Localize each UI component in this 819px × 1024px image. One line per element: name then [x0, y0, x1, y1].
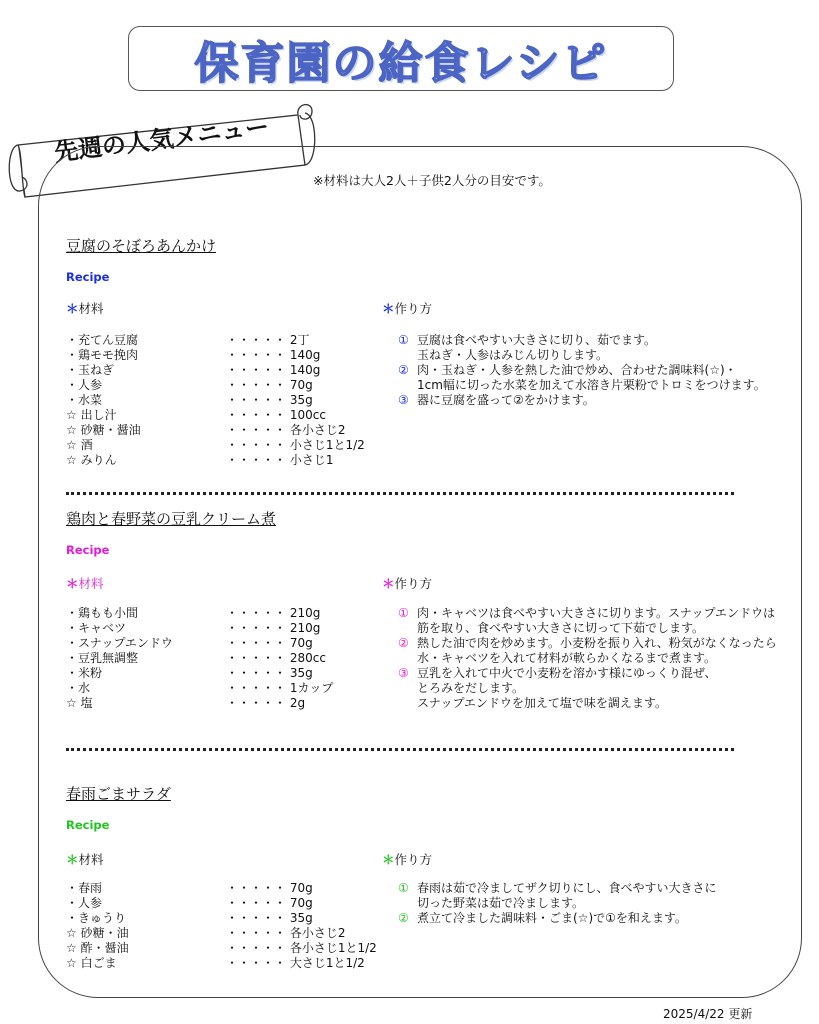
ingredient-row — [66, 378, 365, 393]
ingredient-qty: ・・・・・ 280cc — [226, 651, 326, 665]
ingredient-row — [66, 453, 365, 468]
ingredient-row — [66, 881, 377, 896]
method-step — [398, 363, 798, 393]
page-title: 保育園の給食レシピ — [194, 37, 608, 89]
steps-3 — [398, 881, 798, 926]
ingredient-name: ・スナップエンドウ — [66, 636, 173, 650]
step-number: ② — [398, 636, 409, 650]
ingredient-qty: ・・・・・ 2丁 — [226, 333, 310, 347]
ingredient-name: ・キャベツ — [66, 621, 127, 635]
asterisk-icon: ＊ — [66, 852, 79, 867]
ingredient-row — [66, 333, 365, 348]
ingredient-qty: ・・・・・ 1カップ — [226, 681, 334, 695]
method-step — [398, 881, 798, 911]
ingredient-row — [66, 681, 333, 696]
ingredient-row — [66, 926, 377, 941]
method-step — [398, 393, 798, 408]
step-text: 水・キャベツを入れて材料が軟らかくなるまで煮ます。 — [417, 651, 717, 665]
ingredient-qty: ・・・・・ 140g — [226, 348, 321, 362]
step-text: 肉・キャベツは食べやすい大きさに切ります。スナップエンドウは — [417, 606, 775, 620]
ingredient-name: ・米粉 — [66, 666, 103, 680]
step-text: 煮立て冷ました調味料・ごま(☆)で①を和えます。 — [417, 911, 687, 925]
ingredient-qty: ・・・・・ 35g — [226, 666, 313, 680]
step-text: 熱した油で肉を炒めます。小麦粉を振り入れ、粉気がなくなったら — [417, 636, 777, 650]
ingredient-name: ・鶏もも小間 — [66, 606, 139, 620]
ingredient-name: ☆ 出し汁 — [66, 408, 117, 422]
ingredient-row — [66, 896, 377, 911]
ingredient-qty: ・・・・・ 各小さじ2 — [226, 926, 346, 940]
ingredient-qty: ・・・・・ 70g — [226, 636, 313, 650]
ingredient-qty: ・・・・・ 100cc — [226, 408, 326, 422]
ingredient-row — [66, 636, 333, 651]
step-text: 筋を取り、食べやすい大きさに切って下茹でします。 — [417, 621, 705, 635]
ingredient-row — [66, 408, 365, 423]
ingredient-qty: ・・・・・ 210g — [226, 621, 321, 635]
ingredient-name: ・きゅうり — [66, 911, 127, 925]
ingredient-row — [66, 606, 333, 621]
asterisk-icon: ＊ — [382, 852, 395, 867]
steps-2 — [398, 606, 798, 711]
step-text: 玉ねぎ・人参はみじん切りします。 — [417, 348, 609, 362]
asterisk-icon: ＊ — [66, 301, 79, 316]
ingredient-row — [66, 438, 365, 453]
step-text: 器に豆腐を盛って②をかけます。 — [417, 393, 595, 407]
recipe-title-2: 鶏肉と春野菜の豆乳クリーム煮 — [66, 510, 277, 528]
ingredient-row — [66, 956, 377, 971]
asterisk-icon: ＊ — [382, 576, 395, 591]
ingredient-qty: ・・・・・ 2g — [226, 696, 306, 710]
ingredient-row — [66, 621, 333, 636]
ingredient-qty: ・・・・・ 35g — [226, 393, 313, 407]
recipe-label-2: Recipe — [66, 543, 110, 557]
step-number: ③ — [398, 393, 409, 407]
banner-label: 先週の人気メニュー — [52, 112, 271, 167]
ingredient-name: ☆ 白ごま — [66, 956, 117, 970]
ingredient-name: ☆ 砂糖・油 — [66, 926, 129, 940]
materials-heading-3: ＊材料 — [66, 852, 104, 867]
step-number: ① — [398, 333, 409, 347]
ingredient-name: ・豆乳無調整 — [66, 651, 139, 665]
updated-date: 2025/4/22 更新 — [663, 1007, 753, 1021]
ingredient-qty: ・・・・・ 35g — [226, 911, 313, 925]
step-text: 切った野菜は茹で冷まします。 — [417, 896, 585, 910]
ingredient-name: ・玉ねぎ — [66, 363, 115, 377]
ingredient-name: ☆ みりん — [66, 453, 117, 467]
recipe-title-3: 春雨ごまサラダ — [66, 785, 171, 803]
ingredient-name: ☆ 塩 — [66, 696, 93, 710]
step-text: 豆腐は食べやすい大きさに切り、茹でます。 — [417, 333, 657, 347]
ingredient-qty: ・・・・・ 各小さじ2 — [226, 423, 346, 437]
ingredient-row — [66, 363, 365, 378]
ingredient-row — [66, 393, 365, 408]
method-step — [398, 636, 798, 666]
ingredient-qty: ・・・・・ 小さじ1 — [226, 453, 334, 467]
ingredient-name: ・充てん豆腐 — [66, 333, 139, 347]
method-step — [398, 606, 798, 636]
materials-heading-2: ＊材料 — [66, 576, 104, 591]
ingredient-qty: ・・・・・ 70g — [226, 378, 313, 392]
method-step — [398, 666, 798, 711]
menu-panel — [38, 146, 802, 998]
step-text: 春雨は茹で冷ましてザク切りにし、食べやすい大きさに — [417, 881, 717, 895]
asterisk-icon: ＊ — [382, 301, 395, 316]
step-number: ① — [398, 881, 409, 895]
ingredient-row — [66, 696, 333, 711]
step-text: 1cm幅に切った水菜を加えて水溶き片栗粉でトロミをつけます。 — [417, 378, 766, 392]
ingredient-name: ・春雨 — [66, 881, 103, 895]
ingredient-name: ・鶏モモ挽肉 — [66, 348, 139, 362]
method-step — [398, 911, 798, 926]
ingredient-name: ☆ 砂糖・醤油 — [66, 423, 141, 437]
dotted-divider — [66, 492, 734, 495]
ingredient-name: ・水菜 — [66, 393, 103, 407]
ingredient-qty: ・・・・・ 大さじ1と1/2 — [226, 956, 365, 970]
ingredient-name: ☆ 酒 — [66, 438, 93, 452]
recipe-label-3: Recipe — [66, 818, 110, 832]
ingredient-row — [66, 651, 333, 666]
step-text: 豆乳を入れて中火で小麦粉を溶かす様にゆっくり混ぜ、 — [417, 666, 717, 680]
ingredient-name: ・人参 — [66, 378, 103, 392]
step-text: とろみをだします。 — [417, 681, 525, 695]
step-text: スナップエンドウを加えて塩で味を調えます。 — [417, 696, 667, 710]
dotted-divider — [66, 748, 734, 751]
step-number: ① — [398, 606, 409, 620]
ingredient-row — [66, 911, 377, 926]
ingredients-1 — [66, 333, 365, 468]
step-number: ② — [398, 911, 409, 925]
asterisk-icon: ＊ — [66, 576, 79, 591]
ingredient-qty: ・・・・・ 小さじ1と1/2 — [226, 438, 365, 452]
method-heading-1: ＊作り方 — [382, 301, 433, 316]
materials-heading-1: ＊材料 — [66, 301, 104, 316]
ingredient-row — [66, 348, 365, 363]
title-box — [128, 26, 674, 91]
step-text: 肉・玉ねぎ・人参を熱した油で炒め、合わせた調味料(☆)・ — [417, 363, 737, 377]
serving-note: ※材料は大人2人＋子供2人分の目安です。 — [313, 173, 551, 188]
ingredients-2 — [66, 606, 333, 711]
ingredient-name: ・水 — [66, 681, 91, 695]
recipe-label-1: Recipe — [66, 270, 110, 284]
ingredient-qty: ・・・・・ 各小さじ1と1/2 — [226, 941, 377, 955]
method-step — [398, 333, 798, 363]
recipe-title-1: 豆腐のそぼろあんかけ — [66, 237, 217, 255]
ingredient-row — [66, 666, 333, 681]
step-number: ② — [398, 363, 409, 377]
ingredient-qty: ・・・・・ 210g — [226, 606, 321, 620]
ingredient-qty: ・・・・・ 140g — [226, 363, 321, 377]
steps-1 — [398, 333, 798, 408]
ingredient-row — [66, 423, 365, 438]
step-number: ③ — [398, 666, 409, 680]
ingredient-name: ☆ 酢・醤油 — [66, 941, 129, 955]
ingredient-row — [66, 941, 377, 956]
ingredients-3 — [66, 881, 377, 971]
method-heading-3: ＊作り方 — [382, 852, 433, 867]
ingredient-name: ・人参 — [66, 896, 103, 910]
ingredient-qty: ・・・・・ 70g — [226, 881, 313, 895]
ingredient-qty: ・・・・・ 70g — [226, 896, 313, 910]
method-heading-2: ＊作り方 — [382, 576, 433, 591]
